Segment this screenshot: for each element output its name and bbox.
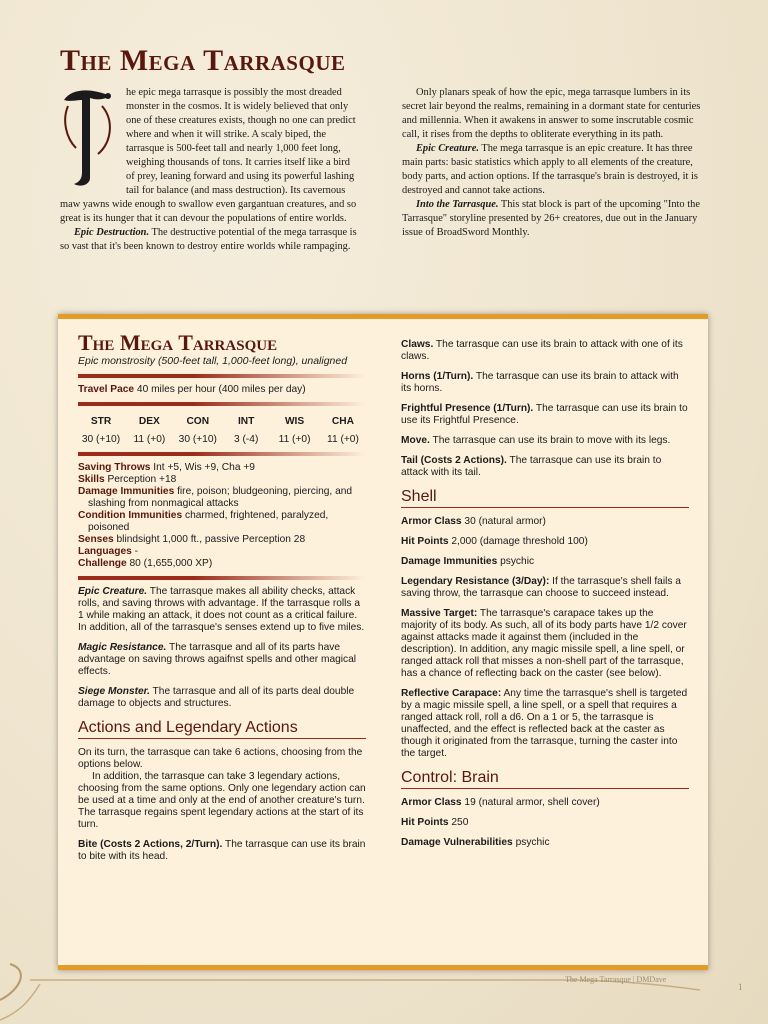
travel-pace-label: Travel Pace	[78, 384, 135, 395]
prop-value: Perception +18	[104, 474, 177, 485]
ability-name: WIS	[284, 416, 305, 427]
shell-prop-name: Damage Immunities	[401, 556, 498, 567]
intro-paragraph-1: he epic mega tarrasque is possibly the most dreaded monster in the cosmos. It is widely believed that only one of these creatures exists, though no one can predict where and when it will strike. A scaly biped, the tarrasque is 500-feet tall and nearly 1,000 feet long, weighing thousands of tons. It carries itself like a bird of prey, leaning forward and using its powerful lashing tail for balance (and mass destruction). Its cavernous maw yawns wide enough to swallow even gargantuan creatures, and so great is its hunger that it can devour the populations of entire worlds.	[60, 87, 357, 224]
ability-name: INT	[237, 416, 255, 427]
divider	[78, 374, 366, 378]
brain-prop-name: Hit Points	[401, 817, 449, 828]
stat-block-right-column	[401, 339, 689, 857]
shell-armor-class	[401, 516, 689, 528]
divider	[78, 452, 366, 456]
intro-right-column	[402, 86, 712, 240]
prop-label: Condition Immunities	[78, 510, 183, 521]
ability-str	[78, 416, 124, 446]
shell-hit-points	[401, 536, 689, 548]
ability-scores	[78, 416, 366, 446]
shell-massive-target	[401, 608, 689, 680]
shell-damage-immunities	[401, 556, 689, 568]
action-name: Frightful Presence (1/Turn).	[401, 403, 534, 414]
prop-label: Saving Throws	[78, 462, 151, 473]
trait-name: Magic Resistance.	[78, 642, 167, 653]
prop-label: Languages	[78, 546, 132, 557]
damage-immunities	[78, 486, 366, 510]
brain-hit-points	[401, 817, 689, 829]
ability-name: STR	[90, 416, 112, 427]
shell-reflective-carapace	[401, 688, 689, 760]
brain-heading: Control: Brain	[401, 768, 689, 789]
action-text: The tarrasque can use its brain to move with its legs.	[429, 435, 671, 446]
epic-creature-text: The mega tarrasque is an epic creature. It has three main parts: basic statistics which apply to all elements of the creature, body parts, and action options. If the tarrasque's brain is destroyed, it is destroyed and cannot take actions.	[402, 143, 698, 196]
brain-damage-vulnerabilities	[401, 837, 689, 849]
condition-immunities	[78, 510, 366, 534]
epic-destruction-text: The destructive potential of the mega tarrasque is so vast that it's been known to destroy entire worlds while rampaging.	[60, 227, 357, 252]
page-title: The Mega Tarrasque	[60, 44, 346, 77]
trait-magic-resistance	[78, 642, 366, 678]
trait-epic-creature	[78, 586, 366, 634]
into-the-tarrasque-text: This stat block is part of the upcoming "Into the Tarrasque" storyline presented by 26+ creatores, due out in the January issue of BroadSword Monthly.	[402, 199, 700, 238]
ability-score: 11 (+0)	[327, 434, 359, 445]
prop-value: -	[131, 546, 139, 557]
action-frightful-presence	[401, 403, 689, 427]
prop-label: Challenge	[78, 558, 127, 569]
shell-prop-name: Massive Target:	[401, 608, 478, 619]
saving-throws	[78, 462, 366, 474]
prop-value: fire, poison; bludgeoning, piercing, and slashing from nonmagical attacks	[88, 486, 353, 509]
ability-cha	[320, 416, 366, 446]
trait-text: The tarrasque and all of its parts deal double damage to objects and structures.	[78, 686, 355, 709]
action-name: Bite (Costs 2 Actions, 2/Turn).	[78, 839, 223, 850]
brain-prop-text: 19 (natural armor, shell cover)	[461, 797, 600, 808]
footer-text: The Mega Tarrasque | DMDave	[565, 975, 667, 984]
ability-score: 3 (-4)	[234, 434, 259, 445]
brain-prop-text: 250	[448, 817, 469, 828]
brain-armor-class	[401, 797, 689, 809]
shell-prop-text: 30 (natural armor)	[461, 516, 546, 527]
ability-score: 11 (+0)	[278, 434, 311, 445]
travel-pace-value: 40 miles per hour (400 miles per day)	[134, 384, 306, 395]
action-claws	[401, 339, 689, 363]
action-move	[401, 435, 689, 447]
action-text: The tarrasque can use its brain to use its Frightful Presence.	[401, 403, 688, 426]
ability-score: 11 (+0)	[133, 434, 166, 445]
dropcap	[58, 86, 120, 190]
into-the-tarrasque-label: Into the Tarrasque.	[416, 199, 499, 210]
shell-prop-text: 2,000 (damage threshold 100)	[448, 536, 588, 547]
ability-int	[223, 416, 269, 446]
ability-con	[175, 416, 221, 446]
prop-value: charmed, frightened, paralyzed, poisoned	[88, 510, 329, 533]
shell-heading: Shell	[401, 487, 689, 508]
footer-ornament-icon	[0, 960, 768, 1024]
ability-name: DEX	[138, 416, 160, 427]
stat-block	[58, 314, 708, 970]
actions-intro-2: In addition, the tarrasque can take 3 legendary actions, choosing from the same options. Only one legendary action can be used at a time and only at the end of another creature's turn. The tarrasque regains spent legendary actions at the start of its turn.	[78, 771, 366, 830]
prop-value: blindsight 1,000 ft., passive Perception 28	[113, 534, 306, 545]
trait-siege-monster	[78, 686, 366, 710]
skills	[78, 474, 366, 486]
action-name: Tail (Costs 2 Actions).	[401, 455, 507, 466]
prop-label: Senses	[78, 534, 114, 545]
ability-name: CON	[186, 416, 210, 427]
trait-name: Siege Monster.	[78, 686, 150, 697]
challenge	[78, 558, 366, 570]
ability-name: CHA	[331, 416, 354, 427]
shell-prop-name: Armor Class	[401, 516, 462, 527]
epic-creature-label: Epic Creature.	[416, 143, 479, 154]
dropcap-ornament-icon	[58, 86, 120, 190]
intro-paragraph-2	[60, 226, 360, 254]
action-text: The tarrasque can use its brain to attack with its tail.	[401, 455, 662, 478]
ability-dex	[126, 416, 172, 446]
action-horns	[401, 371, 689, 395]
trait-text: The tarrasque makes all ability checks, attack rolls, and saving throws with advantage. If the tarrasque rolls a 1 while making an attack, it does not count as a critical failure. In addition, all of the tarrasque's senses extend up to five miles.	[78, 586, 365, 633]
shell-prop-text: Any time the tarrasque's shell is targeted by a magic missile spell, a line spell, or a spell that requires a ranged attack roll, roll a d6. On a 1 or 5, the tarrasque is unaffected, and the effect is reflected back at the caster as though it originated from the tarrasque, turning the caster into the target.	[401, 688, 688, 759]
action-text: The tarrasque can use its brain to attack with one of its claws.	[401, 339, 683, 362]
action-text: The tarrasque can use its brain to attack with its horns.	[401, 371, 679, 394]
ability-wis	[272, 416, 318, 446]
shell-prop-text: psychic	[497, 556, 535, 567]
shell-prop-name: Legendary Resistance (3/Day):	[401, 576, 550, 587]
shell-prop-text: The tarrasque's carapace takes up the majority of its body. As such, all of its body parts have 1/2 cover against attacks made it against them (included in the description). In addition, any magic missile spell, a line spell, or ranged attack roll that misses a non-shell part of the tarrasque, has a chance of reflecting back on the caster (see below).	[401, 608, 687, 679]
travel-pace	[78, 384, 366, 396]
stat-block-name: The Mega Tarrasque	[78, 330, 278, 355]
brain-prop-name: Damage Vulnerabilities	[401, 837, 513, 848]
stat-block-left-column	[78, 331, 366, 871]
brain-prop-name: Armor Class	[401, 797, 462, 808]
shell-prop-text: If the tarrasque's shell fails a saving throw, the tarrasque can choose to succeed instead.	[401, 576, 681, 599]
epic-destruction-label: Epic Destruction.	[74, 227, 150, 238]
intro-paragraph-4	[402, 142, 712, 198]
ability-score: 30 (+10)	[178, 434, 217, 445]
trait-text: The tarrasque and all of its parts have advantage on saving throws agaifnst spells and other magical effects.	[78, 642, 357, 677]
brain-prop-text: psychic	[512, 837, 550, 848]
action-name: Horns (1/Turn).	[401, 371, 474, 382]
action-bite	[78, 839, 366, 863]
intro-paragraph-3: Only planars speak of how the epic, mega tarrasque lumbers in its secret lair beyond the realms, remaining in a dormant state for centuries and millennia. When it awakens in answer to some inscrutable cosmic call, it rises from the depths to obliterate everything in its path.	[402, 87, 701, 140]
prop-value: 80 (1,655,000 XP)	[126, 558, 213, 569]
trait-name: Epic Creature.	[78, 586, 148, 597]
languages	[78, 546, 366, 558]
intro-left-column	[60, 86, 360, 254]
action-tail	[401, 455, 689, 479]
ability-score: 30 (+10)	[81, 434, 121, 445]
divider	[78, 402, 366, 406]
shell-prop-name: Hit Points	[401, 536, 449, 547]
intro-paragraph-5	[402, 198, 712, 240]
page-number: 1	[738, 982, 743, 992]
prop-value: Int +5, Wis +9, Cha +9	[150, 462, 255, 473]
stat-block-type: Epic monstrosity (500-feet tall, 1,000-feet long), unaligned	[78, 355, 348, 367]
senses	[78, 534, 366, 546]
action-name: Claws.	[401, 339, 434, 350]
action-name: Move.	[401, 435, 430, 446]
shell-prop-name: Reflective Carapace:	[401, 688, 502, 699]
shell-legendary-resistance	[401, 576, 689, 600]
action-text: The tarrasque can use its brain to bite with its head.	[78, 839, 366, 862]
actions-heading: Actions and Legendary Actions	[78, 718, 366, 739]
actions-intro-1: On its turn, the tarrasque can take 6 actions, choosing from the options below.	[78, 747, 363, 770]
divider	[78, 576, 366, 580]
prop-label: Skills	[78, 474, 105, 485]
prop-label: Damage Immunities	[78, 486, 175, 497]
